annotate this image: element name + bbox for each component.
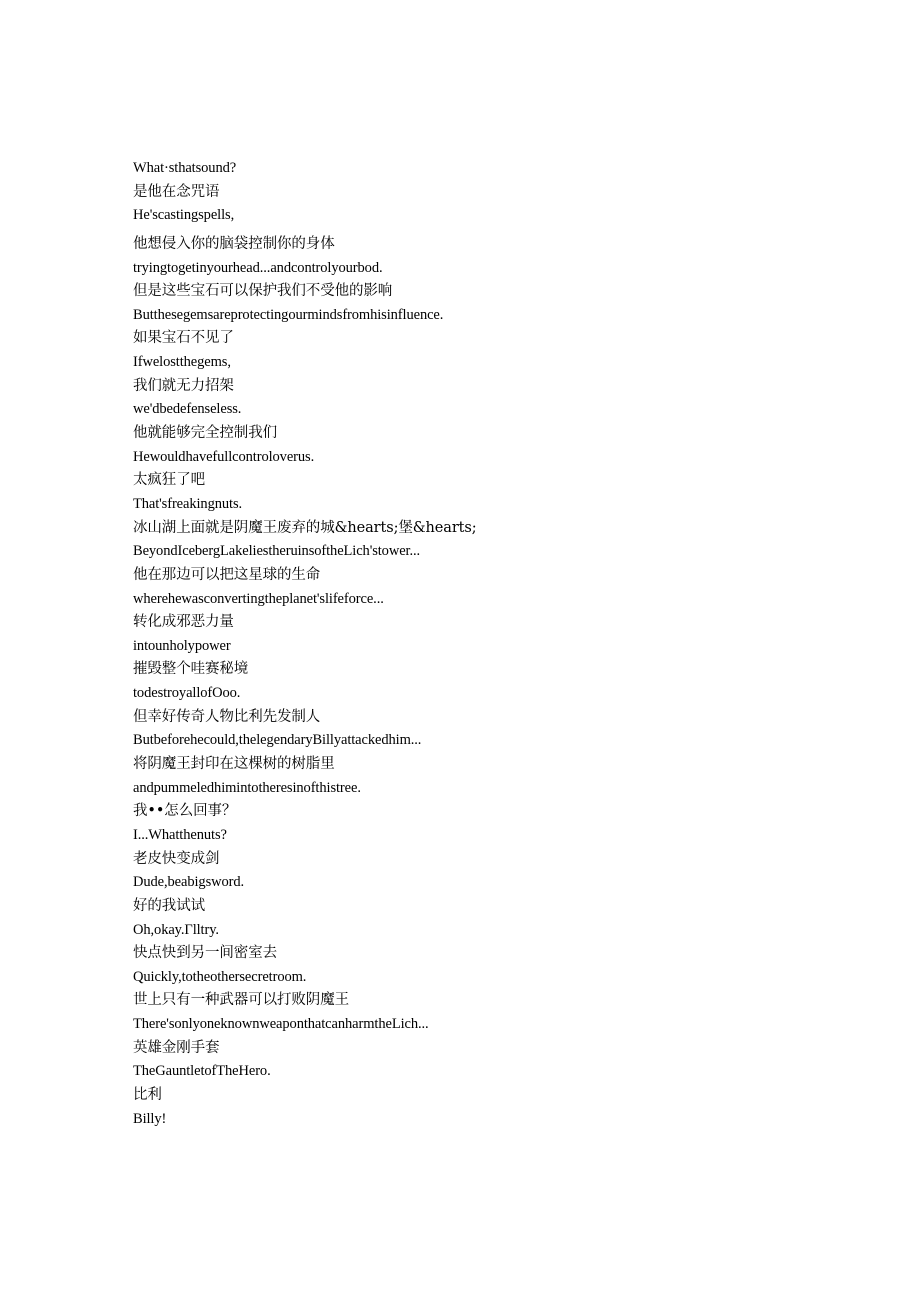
line-zh-12: 但幸好传奇人物比利先发制人 bbox=[133, 708, 321, 725]
line-en-21: Billy! bbox=[133, 1110, 167, 1127]
line-en-3: tryingtogetinyourhead...andcontrolyourbod. bbox=[133, 259, 383, 276]
line-zh-8: 冰山湖上面就是阴魔王废弃的城&hearts;堡&hearts; bbox=[133, 519, 477, 536]
line-zh-3: 但是这些宝石可以保护我们不受他的影响 bbox=[133, 283, 393, 300]
line-en-10: wherehewasconvertingtheplanet'slifeforce... bbox=[133, 590, 384, 607]
line-en-4: Butthesegemsareprotectingourmindsfromhisinfluence. bbox=[133, 306, 444, 323]
line-zh-4: 如果宝石不见了 bbox=[133, 330, 234, 347]
line-zh-2: 他想侵入你的脑袋控制你的身体 bbox=[133, 235, 335, 252]
line-zh-17: 快点快到另一间密室去 bbox=[133, 945, 277, 962]
line-zh-5: 我们就无力招架 bbox=[133, 377, 234, 394]
line-zh-13: 将阴魔王封印在这棵树的树脂里 bbox=[133, 756, 335, 773]
line-en-7: Hewouldhavefullcontroloverus. bbox=[133, 448, 315, 465]
line-en-17: Oh,okay.Γlltry. bbox=[133, 921, 219, 938]
line-zh-15: 老皮快变成剑 bbox=[133, 850, 220, 867]
line-en-11: intounholypower bbox=[133, 637, 231, 654]
line-en-16: Dude,beabigsword. bbox=[133, 874, 245, 891]
line-en-13: Butbeforehecould,thelegendaryBillyattackedhim... bbox=[133, 732, 422, 749]
line-zh-6: 他就能够完全控制我们 bbox=[133, 425, 277, 442]
line-zh-9: 他在那边可以把这星球的生命 bbox=[133, 566, 321, 583]
line-zh-19: 英雄金刚手套 bbox=[133, 1039, 220, 1056]
line-en-8: That'sfreakingnuts. bbox=[133, 495, 243, 512]
line-zh-1: 是他在念咒语 bbox=[133, 183, 220, 200]
line-en-5: Ifwelostthegems, bbox=[133, 354, 231, 371]
line-en-19: There'sonlyoneknownweaponthatcanharmtheLich... bbox=[133, 1016, 429, 1033]
line-zh-10: 转化成邪恶力量 bbox=[133, 614, 234, 631]
line-en-18: Quickly,totheothersecretroom. bbox=[133, 968, 307, 985]
line-zh-11: 摧毁整个哇赛秘境 bbox=[133, 661, 249, 678]
line-en-9: BeyondIcebergLakeliestheruinsoftheLich'stower... bbox=[133, 543, 421, 560]
line-zh-18: 世上只有一种武器可以打败阴魔王 bbox=[133, 992, 349, 1009]
line-en-14: andpummeledhimintotheresinofthistree. bbox=[133, 779, 361, 796]
subtitle-transcript bbox=[133, 157, 893, 1131]
line-zh-16: 好的我试试 bbox=[133, 897, 205, 914]
line-zh-20: 比利 bbox=[133, 1086, 162, 1103]
line-en-20: TheGauntletofTheHero. bbox=[133, 1063, 271, 1080]
line-zh-7: 太疯狂了吧 bbox=[133, 472, 205, 489]
line-en-2: He'scastingspells, bbox=[133, 207, 235, 224]
line-en-15: I...Whatthenuts? bbox=[133, 826, 227, 843]
line-en-6: we'dbedefenseless. bbox=[133, 401, 242, 418]
line-en-12: todestroyallofOoo. bbox=[133, 685, 241, 702]
line-en-1: What·sthatsound? bbox=[133, 160, 237, 176]
line-zh-14: 我••怎么回事？ bbox=[133, 803, 237, 820]
